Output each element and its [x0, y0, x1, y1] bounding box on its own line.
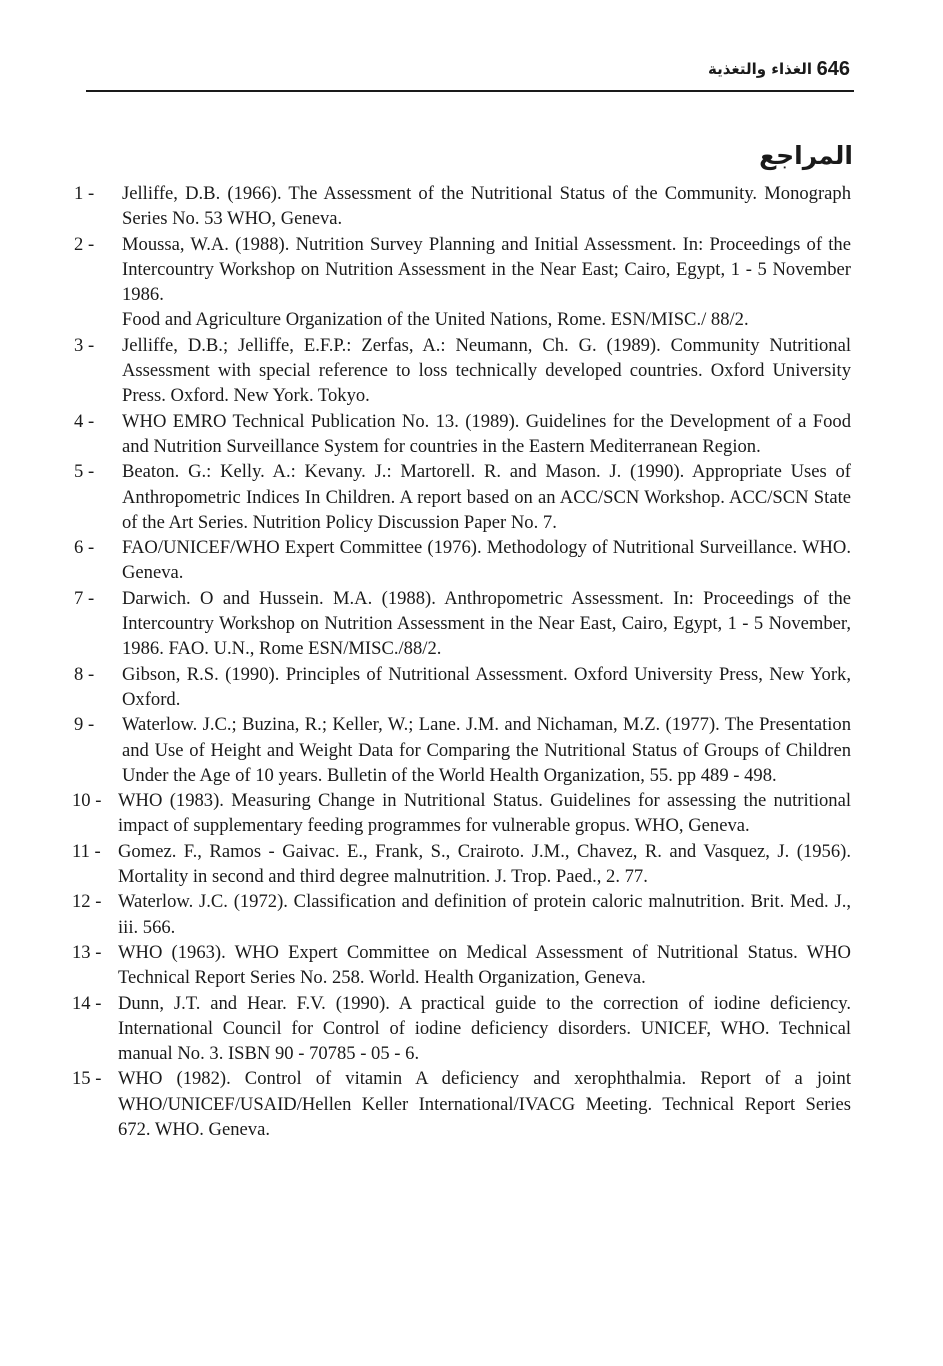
reference-list: [72, 181, 851, 1142]
reference-item: [72, 1066, 851, 1142]
reference-item: [72, 586, 851, 662]
reference-number: 12 -: [72, 891, 102, 913]
reference-text: Jelliffe, D.B.; Jelliffe, E.F.P.: Zerfas, A.: Neumann, Ch. G. (1989). Community Nutritional Assessment with special reference to loss technically developed countries. Oxford University Press. Oxford. New York. Tokyo.: [122, 334, 851, 407]
reference-item: [72, 889, 851, 940]
reference-number: 10 -: [72, 790, 102, 812]
reference-item: [72, 940, 851, 991]
reference-item: [72, 662, 851, 713]
reference-text: Beaton. G.: Kelly. A.: Kevany. J.: Martorell. R. and Mason. J. (1990). Appropriate Uses of Anthropometric Indices In Children. A report based on an ACC/SCN Workshop. ACC/SCN State of the Art Series. Nutrition Policy Discussion Paper No. 7.: [122, 461, 851, 533]
reference-text: WHO (1963). WHO Expert Committee on Medical Assessment of Nutritional Status. WHO Technical Report Series No. 258. World. Health Organization, Geneva.: [118, 941, 851, 989]
reference-text: Gomez. F., Ramos - Gaivac. E., Frank, S., Crairoto. J.M., Chavez, R. and Vasquez, J. (1956). Mortality in second and third degree malnutrition. J. Trop. Paed., 2. 77.: [118, 840, 851, 888]
reference-text-continuation: Food and Agriculture Organization of the United Nations, Rome. ESN/MISC./ 88/2.: [122, 309, 749, 331]
reference-item: [72, 712, 851, 788]
reference-number: 5 -: [74, 461, 95, 483]
reference-item: [72, 839, 851, 890]
reference-number: 8 -: [74, 663, 95, 685]
reference-number: 15 -: [72, 1068, 102, 1090]
reference-text: Jelliffe, D.B. (1966). The Assessment of the Nutritional Status of the Community. Monograph Series No. 53 WHO, Geneva.: [122, 183, 851, 230]
reference-item: [72, 535, 851, 586]
reference-text: Darwich. O and Hussein. M.A. (1988). Anthropometric Assessment. In: Proceedings of the Intercountry Workshop on Nutrition Assessment in the Near East, Cairo, Egypt, 1 - 5 November, 1986. FAO. U.N., Rome ESN/MISC./88/2.: [122, 587, 851, 660]
reference-item: [72, 459, 851, 535]
reference-text: Gibson, R.S. (1990). Principles of Nutritional Assessment. Oxford University Press, New York, Oxford.: [122, 663, 851, 710]
reference-number: 3 -: [74, 334, 95, 356]
reference-number: 7 -: [74, 587, 95, 609]
reference-number: 13 -: [72, 941, 102, 963]
reference-number: 9 -: [74, 714, 95, 736]
reference-text: FAO/UNICEF/WHO Expert Committee (1976). Methodology of Nutritional Surveillance. WHO. Geneva.: [122, 537, 851, 584]
reference-text: WHO EMRO Technical Publication No. 13. (1989). Guidelines for the Development of a Food and Nutrition Surveillance System for countries in the Eastern Mediterranean Region.: [122, 410, 851, 457]
reference-text: Waterlow. J.C.; Buzina, R.; Keller, W.; Lane. J.M. and Nichaman, M.Z. (1977). The Presentation and Use of Height and Weight Data for Comparing the Nutritional Status of Groups of Children Under the Age of 10 years. Bulletin of the World Health Organization, 55. pp 489 - 498.: [122, 714, 851, 786]
reference-item: [72, 333, 851, 409]
reference-text: WHO (1982). Control of vitamin A deficiency and xerophthalmia. Report of a joint WHO/UNICEF/USAID/Hellen Keller International/IVACG Meeting. Technical Report Series 672. WHO. Geneva.: [118, 1068, 851, 1140]
running-header: [86, 54, 854, 92]
reference-number: 14 -: [72, 992, 102, 1014]
reference-number: 2 -: [74, 233, 95, 255]
reference-number: 4 -: [74, 410, 95, 432]
reference-item: [72, 788, 851, 839]
reference-text: Dunn, J.T. and Hear. F.V. (1990). A practical guide to the correction of iodine deficiency. International Council for Control of iodine deficiency disorders. UNICEF, WHO. Technical manual No. 3. ISBN 90 - 70785 - 05 - 6.: [118, 992, 851, 1065]
reference-number: 1 -: [74, 183, 95, 204]
reference-text: Moussa, W.A. (1988). Nutrition Survey Planning and Initial Assessment. In: Proceedings of the Intercountry Workshop on Nutrition Assessment in the Near East; Cairo, Egypt, 1 - 5 November 1986.: [122, 233, 851, 306]
reference-text: WHO (1983). Measuring Change in Nutritional Status. Guidelines for assessing the nutritional impact of supplementary feeding programmes for vulnerable gropus. WHO, Geneva.: [118, 790, 851, 837]
reference-item: [72, 181, 851, 232]
page-number: 646: [816, 58, 850, 80]
running-title: الغذاء والتغذية: [707, 60, 812, 78]
reference-item: [72, 409, 851, 460]
reference-number: 11 -: [72, 840, 101, 862]
section-title: المراجع: [759, 141, 853, 170]
reference-text: Waterlow. J.C. (1972). Classification and definition of protein caloric malnutrition. Brit. Med. J., iii. 566.: [118, 891, 851, 938]
reference-item: [72, 232, 851, 333]
reference-number: 6 -: [74, 537, 95, 559]
reference-item: [72, 991, 851, 1067]
